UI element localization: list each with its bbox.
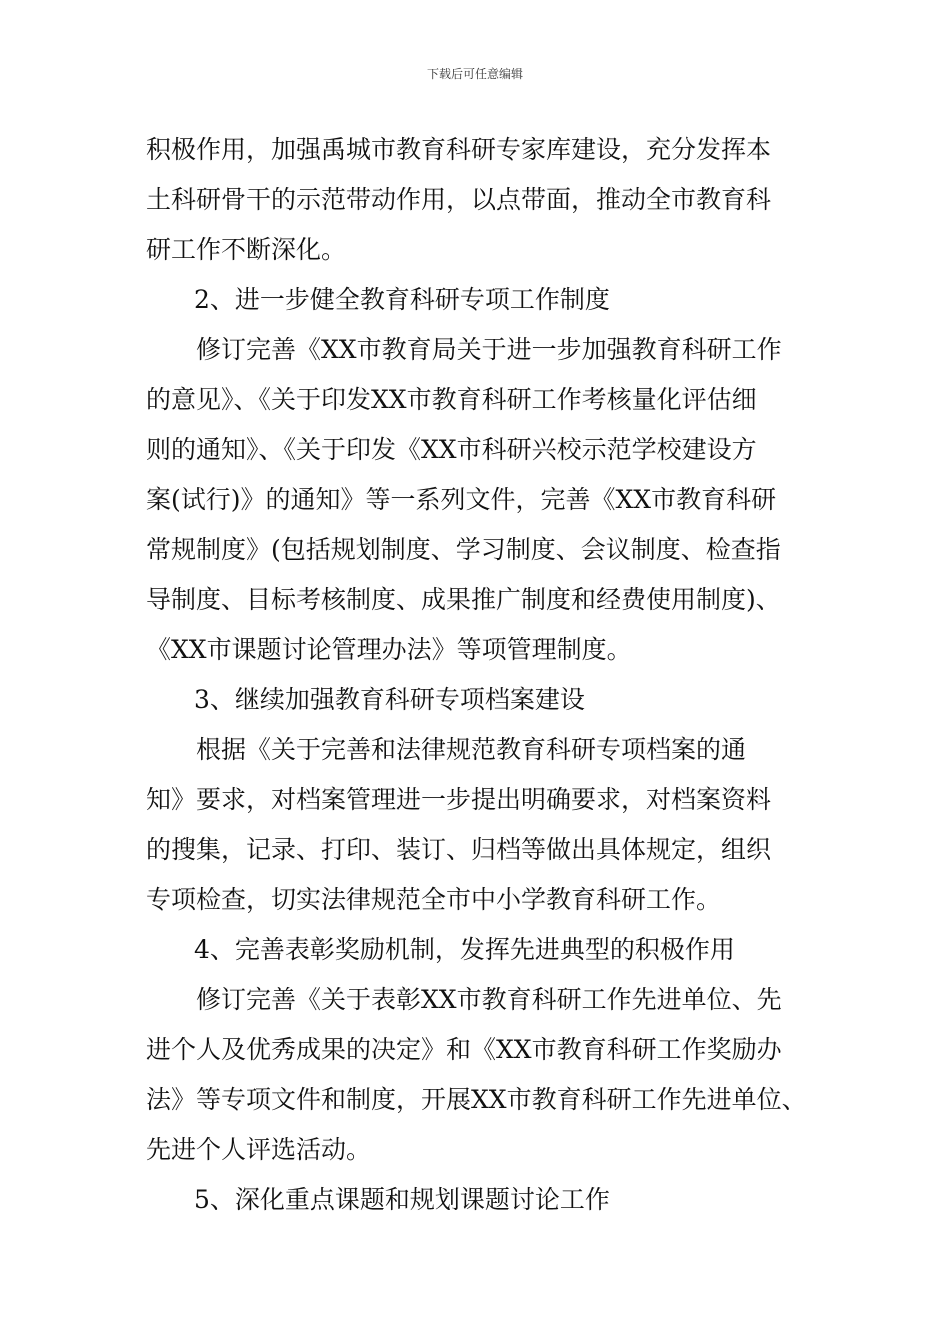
body-line: 进个人及优秀成果的决定》和《XX市教育科研工作奖励办 bbox=[146, 1035, 782, 1064]
body-line: 《XX市课题讨论管理办法》等项管理制度。 bbox=[146, 635, 632, 664]
body-line: 案(试行)》的通知》等一系列文件，完善《XX市教育科研 bbox=[146, 485, 777, 514]
body-line: 积极作用，加强禹城市教育科研专家库建设，充分发挥本 bbox=[146, 135, 772, 164]
section-heading-5: 5、深化重点课题和规划课题讨论工作 bbox=[194, 1185, 610, 1214]
body-line: 先进个人评选活动。 bbox=[146, 1135, 372, 1164]
body-line: 修订完善《XX市教育局关于进一步加强教育科研工作 bbox=[196, 335, 782, 364]
body-line: 的意见》、《关于印发XX市教育科研工作考核量化评估细 bbox=[146, 385, 757, 414]
body-line: 土科研骨干的示范带动作用，以点带面，推动全市教育科 bbox=[146, 185, 772, 214]
body-line: 根据《关于完善和法律规范教育科研专项档案的通 bbox=[196, 735, 747, 764]
body-line: 则的通知》、《关于印发《XX市科研兴校示范学校建设方 bbox=[146, 435, 757, 464]
body-line: 知》要求，对档案管理进一步提出明确要求，对档案资料 bbox=[146, 785, 772, 814]
section-heading-3: 3、继续加强教育科研专项档案建设 bbox=[194, 685, 585, 714]
body-line: 常规制度》(包括规划制度、学习制度、会议制度、检查指 bbox=[146, 535, 781, 564]
page-header: 下载后可任意编辑 bbox=[426, 67, 523, 81]
body-line: 法》等专项文件和制度，开展XX市教育科研工作先进单位、 bbox=[146, 1085, 807, 1114]
body-line: 研工作不断深化。 bbox=[146, 235, 347, 264]
document-body bbox=[146, 125, 836, 1225]
body-line: 修订完善《关于表彰XX市教育科研工作先进单位、先 bbox=[196, 985, 782, 1014]
section-heading-2: 2、进一步健全教育科研专项工作制度 bbox=[194, 285, 610, 314]
body-line: 专项检查，切实法律规范全市中小学教育科研工作。 bbox=[146, 885, 722, 914]
section-heading-4: 4、完善表彰奖励机制，发挥先进典型的积极作用 bbox=[194, 935, 735, 964]
body-line: 的搜集，记录、打印、装订、归档等做出具体规定，组织 bbox=[146, 835, 772, 864]
body-line: 导制度、目标考核制度、成果推广制度和经费使用制度)、 bbox=[146, 585, 781, 614]
